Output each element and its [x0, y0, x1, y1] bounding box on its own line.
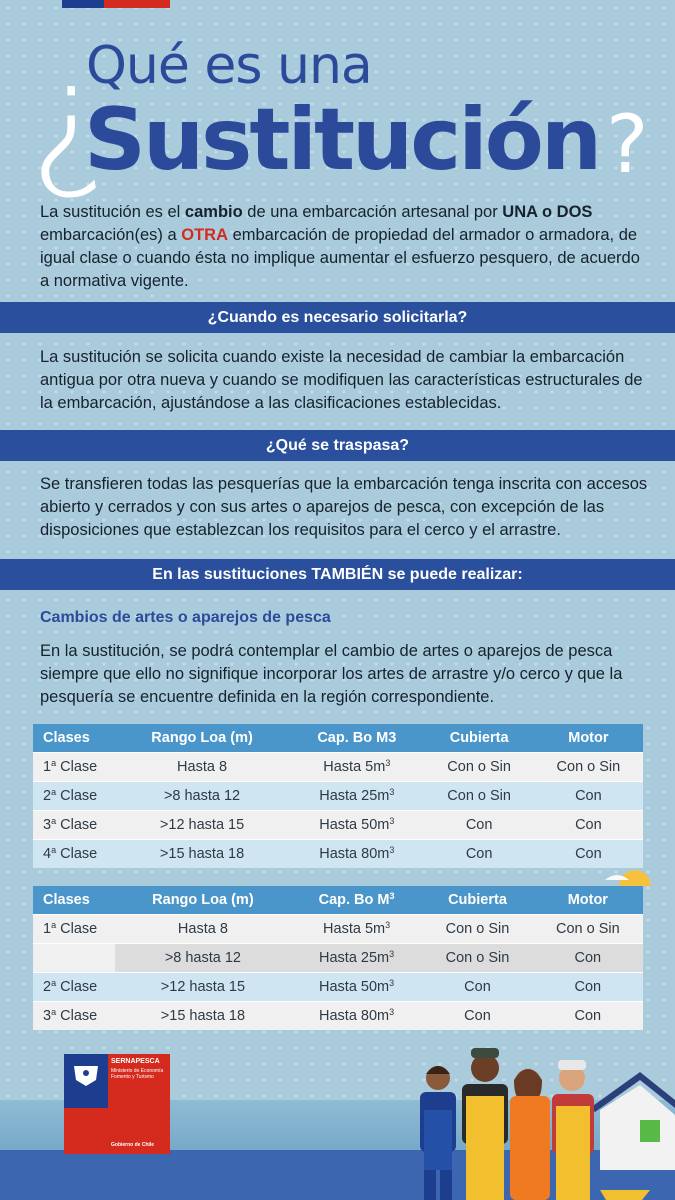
col-header-motor: Motor [533, 886, 643, 914]
table-row [33, 914, 643, 943]
cell-cap: Hasta $80m^3$ [291, 1001, 422, 1030]
cell-clase: 3$^a$ Clase [33, 1001, 115, 1030]
cell-rango: Hasta 8 [115, 914, 291, 943]
col-header-cap: Cap. Bo M3 [289, 724, 424, 752]
cell-motor: Con [534, 839, 643, 868]
col-header-cubierta: Cubierta [422, 886, 532, 914]
cell-rango: >8 hasta 12 [115, 943, 291, 972]
table-header-row [33, 886, 643, 914]
cell-clase: 2$^a$ Clase [33, 972, 115, 1001]
col-header-clases: Clases [33, 724, 115, 752]
cell-cap: Hasta $25m^3$ [289, 781, 424, 810]
section-band-cuando: ¿Cuando es necesario solicitarla? [0, 302, 675, 333]
flag-stripe [62, 0, 170, 8]
cambios-paragraph: En la sustitución, se podrá contemplar el cambio de artes o aparejos de pesca siempre que ello no signifique incorporar los artes de arrastre y/o cerco y que la pesquería se encuentre definida en la región correspondiente. [40, 642, 623, 706]
clases-table-1 [33, 724, 643, 868]
cambios-subtitle: Cambios de artes o aparejos de pesca [40, 609, 331, 626]
cell-rango: Hasta 8 [115, 752, 289, 781]
cell-rango: >15 hasta 18 [115, 839, 289, 868]
section-band-tambien: En las sustituciones TAMBIÉN se puede realizar: [0, 559, 675, 590]
cell-cap: Hasta $80m^3$ [289, 839, 424, 868]
cell-clase: 4$^a$ Clase [33, 839, 115, 868]
table-row [33, 810, 643, 839]
cuando-paragraph: La sustitución se solicita cuando existe la necesidad de cambiar la embarcación antigua por otra nueva y cuando se modifiquen las características estructurales de la embarcación, ajustándose a las clasificaciones establecidas. [40, 348, 643, 412]
col-header-cap: Cap. Bo $M^3$ [291, 886, 422, 914]
cell-cap: Hasta $50m^3$ [291, 972, 422, 1001]
col-header-rango: Rango Loa (m) [115, 886, 291, 914]
cell-cap: Hasta $5m^3$ [289, 752, 424, 781]
cell-cubierta: Con o Sin [422, 914, 532, 943]
table-row [33, 752, 643, 781]
cell-motor: Con [533, 1001, 643, 1030]
logo-gobierno: Gobierno de Chile [111, 1142, 155, 1148]
cell-cubierta: Con [422, 972, 532, 1001]
cell-motor: Con [533, 972, 643, 1001]
col-header-motor: Motor [534, 724, 643, 752]
traspasa-paragraph: Se transfieren todas las pesquerías que la embarcación tenga inscrita con accesos abierto y cerrados y con sus artes o aparejos de pesca, con excepción de las disposiciones que establezcan los requisitos para el cerco y el arrastre. [40, 475, 648, 539]
cell-cap: Hasta $5m^3$ [291, 914, 422, 943]
cell-motor: Con o Sin [533, 914, 643, 943]
intro-paragraph: La sustitución es el cambio de una embarcación artesanal por UNA o DOS embarcación(es) a OTRA embarcación de propiedad del armador o armadora, de igual clase o cuando ésta no implique aumentar el esfuerzo pesquero, de acuerdo a normativa vigente. [40, 203, 640, 290]
table-row [33, 972, 643, 1001]
logo-ministry: Ministerio de Economía Fomento y Turismo [111, 1068, 164, 1080]
cell-rango: >8 hasta 12 [115, 781, 289, 810]
clases-table-2 [33, 886, 643, 1030]
cell-cubierta: Con o Sin [425, 781, 534, 810]
title-line-1: Qué es una [86, 36, 372, 96]
cell-motor: Con [534, 781, 643, 810]
cell-cubierta: Con o Sin [422, 943, 532, 972]
sernapesca-logo [64, 1054, 170, 1154]
table-row [33, 839, 643, 868]
title-open-question-mark: ¿ [30, 30, 111, 204]
cell-cap: Hasta $25m^3$ [291, 943, 422, 972]
col-header-rango: Rango Loa (m) [115, 724, 289, 752]
logo-brand: SERNAPESCA [111, 1058, 160, 1065]
cell-cubierta: Con [425, 839, 534, 868]
table-header-row [33, 724, 643, 752]
cell-cubierta: Con o Sin [425, 752, 534, 781]
cell-cap: Hasta $50m^3$ [289, 810, 424, 839]
cell-rango: >12 hasta 15 [115, 972, 291, 1001]
table-row [33, 943, 643, 972]
cell-cubierta: Con [425, 810, 534, 839]
fishers-illustration [410, 1030, 675, 1200]
col-header-cubierta: Cubierta [425, 724, 534, 752]
col-header-clases: Clases [33, 886, 115, 914]
cell-cubierta: Con [422, 1001, 532, 1030]
cell-motor: Con [533, 943, 643, 972]
cell-clase: 1$^a$ Clase [33, 914, 115, 943]
title-line-2: Sustitución [84, 90, 600, 190]
cell-clase [33, 943, 115, 972]
table-row [33, 1001, 643, 1030]
cell-rango: >15 hasta 18 [115, 1001, 291, 1030]
section-band-traspasa: ¿Qué se traspasa? [0, 430, 675, 461]
title-close-question-mark: ? [606, 98, 649, 191]
cell-clase: 1$^a$ Clase [33, 752, 115, 781]
cell-motor: Con [534, 810, 643, 839]
coat-of-arms-icon [70, 1060, 102, 1088]
cell-rango: >12 hasta 15 [115, 810, 289, 839]
sun-icon [595, 862, 675, 886]
cell-clase: 3$^a$ Clase [33, 810, 115, 839]
cell-clase: 2$^a$ Clase [33, 781, 115, 810]
table-row [33, 781, 643, 810]
cell-motor: Con o Sin [534, 752, 643, 781]
